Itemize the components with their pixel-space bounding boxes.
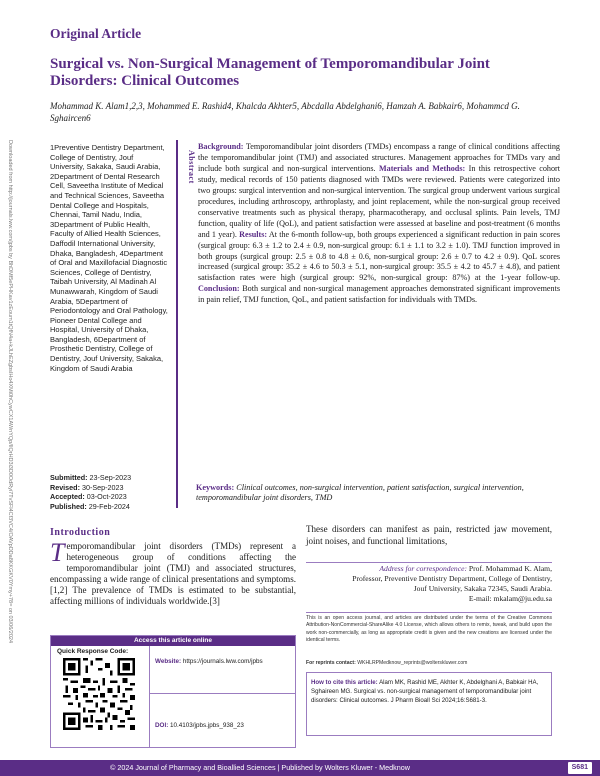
license-text: This is an open access journal, and articles are distributed under the terms of the Creative Commons Attribution-NonCommercial-ShareAlike 4.0 License, which allows others to remix, tweak, and build upon the work non-commercially, as long as appropriate credit is given and the new creations are licensed under the identical terms. (306, 615, 552, 643)
article-type: Original Article (50, 26, 142, 41)
citation-heading: How to cite this article: (311, 679, 378, 686)
qr-label: Quick Response Code: (57, 648, 129, 655)
background-text: Temporomandibular joint disorders (TMDs) encompass a range of clinical conditions affecting the temporomandibular joint (TMJ) and associated structures. Management approaches for TMDs vary and include both surgical and non-surgical interventions. (198, 142, 560, 173)
article-title: Surgical vs. Non-Surgical Management of Temporomandibular Joint Disorders: Clinical Outcomes (50, 56, 490, 89)
introduction-heading: Introduction (50, 527, 111, 538)
keywords-text: Clinical outcomes, non-surgical intervention, patient satisfaction, surgical intervention, temporomandibular joint disorders, TMD (196, 483, 524, 502)
access-divider (149, 646, 150, 748)
license-rule (306, 612, 552, 613)
access-heading: Access this article online (51, 636, 295, 646)
abstract-side-label: Abstract (187, 150, 196, 184)
keywords (196, 483, 558, 503)
correspondence-line2: Jouf University, Sakaka 72345, Saudi Arabia. (413, 584, 552, 593)
citation-text: Alam MK, Rashid ME, Akhter K, Abdelghani A, Babkair HA, Sghaireen MG. Surgical vs. non-surgical management of temporomandibular joint disorders: Clinical outcomes. J Pharm Bioall Sci 2024;16:S681-3. (311, 679, 539, 705)
methods-heading: Materials and Methods: (378, 163, 466, 173)
reprints-email[interactable]: WKHLRPMedknow_reprints@wolterskluwer.com (357, 660, 468, 666)
keywords-heading: Keywords: (196, 483, 235, 492)
doi-row: DOI: 10.4103/jpbs.jpbs_938_23 (155, 722, 244, 729)
website-link[interactable]: https://journals.lww.com/jpbs (182, 658, 263, 665)
page-number: S681 (568, 762, 592, 774)
abstract-section (176, 140, 561, 508)
date-submitted: Submitted: 23-Sep-2023 (50, 473, 132, 482)
access-online-box (50, 635, 296, 748)
article-dates (50, 473, 168, 511)
correspondence-line1: Professor, Preventive Dentistry Department, College of Dentistry, (352, 574, 552, 583)
correspondence-heading: Address for correspondence: (379, 564, 467, 573)
correspondence-rule (306, 562, 552, 563)
affiliations: 1Preventive Dentistry Department, College of Dentistry, Jouf University, Sakaka, Saudi Arabia, 2Department of Dental Research Cell, Saveetha Institute of Medical and Technical Sciences, Saveetha Dental College and Hospitals, Chennai, Tamil Nadu, India, 3Department of Public Health, Faculty of Allied Health Sciences, Daffodil International University, Dhaka, Bangladesh, 4Department of Oral and Maxillofacial Diagnostic Sciences, College of Dentistry, Taibah University, Al Madinah Al Munawwarah, Kingdom of Saudi Arabia, 5Department of Periodontology and Oral Pathology, Pioneer Dental College and Hospital, University of Dhaka, Bangladesh, 6Department of Prosthetic Dentistry, College of Dentistry, Jouf University, Sakaka, Kingdom of Saudi Arabia (50, 143, 168, 373)
methods-text: In this retrospective cohort study, medical records of 150 patients diagnosed with TMDs were reviewed. Patients were categorized into two groups: surgical intervention and non-surgical intervention. The surgical group underwent various surgical procedures, including arthroscopy, arthroplasty, and joint replacement, while the non-surgical group received conservative treatments such as physical therapy, pharmacotherapy, and occlusal splints. Pain levels, TMJ function, quality of life (QoL), and patient satisfaction were assessed at baseline and post-treatment (6 months and 1 year). (198, 163, 561, 239)
abstract-text (198, 142, 560, 306)
website-row: Website: https://journals.lww.com/jpbs (155, 658, 263, 665)
correspondence-name: Prof. Mohammad K. Alam, (468, 564, 552, 573)
conclusion-heading: Conclusion: (198, 284, 240, 294)
introduction-left-text: Temporomandibular joint disorders (TMDs) represent a heterogeneous group of conditions affecting the temporomandibular joint (TMJ) and associated structures, encompassing a wide range of clinical presentations and symptoms.[1,2] The prevalence of TMDs is estimated to be substantial, affecting millions of individuals worldwide.[3] (50, 538, 296, 607)
correspondence-email[interactable]: E-mail: mkalam@ju.edu.sa (468, 594, 552, 603)
date-published: Published: 29-Feb-2024 (50, 501, 130, 511)
watermark-text: Downloaded from http://journals.lww.com/jpbs by BhDMf5ePHKav1zEoum1tQfN4a+kJLhEZgbsIHo4XMi0hCywCX1AWnYQp/IlQrHD3i3D0OdRyi7TvSFl4Cf3VC4/OAVpDDa8KKGKV0Ymy+78= on 03/06/2024 (7, 140, 13, 644)
citation-box (306, 672, 552, 736)
results-heading: Results: (239, 229, 268, 239)
background-heading: Background: (198, 142, 244, 151)
results-text: At the 6-month follow-up, both groups experienced a significant reduction in pain scores (surgical group: 6.3 ± 1.2 to 2.4 ± 0.9, non-surgical group: 6.1 ± 1.1 to 3.2 ± 1.0). TMJ function improved in both groups (surgical group: 2.5 ± 0.8 to 4.8 ± 0.6, non-surgical group: 2.6 ± 0.7 to 4.2 ± 0.9). QoL scores increased (surgical group: 35.2 ± 4.6 to 50.3 ± 5.1, non-surgical group: 35.5 ± 4.2 to 45.7 ± 4.8), and patient satisfaction rates were high (surgical group: 92%, non-surgical group: 87%) at the 1-year follow-up. (198, 229, 560, 283)
doi-link[interactable]: 10.4103/jpbs.jpbs_938_23 (170, 722, 244, 729)
download-watermark (2, 140, 16, 644)
reprints-contact: For reprints contact: WKHLRPMedknow_reprints@wolterskluwer.com (306, 660, 468, 666)
footer-copyright: © 2024 Journal of Pharmacy and Bioallied Sciences | Published by Wolters Kluwer - Medknow (110, 763, 410, 772)
author-list: Mohammad K. Alam1,2,3, Mohammed E. Rashid4, Khalcda Akhter5, Abcdalla Abdelghani6, Hamzah A. Babkair6, Mohammcd G. Sghaircen6 (50, 101, 520, 123)
qr-code-icon[interactable] (63, 658, 135, 730)
access-row-divider (150, 693, 296, 694)
conclusion-text: Both surgical and non-surgical management approaches demonstrated significant improvements in pain relief, TMJ function, QoL, and patient satisfaction for individuals with TMDs. (198, 284, 560, 305)
correspondence-address (340, 564, 552, 604)
date-revised: Revised: 30-Sep-2023 (50, 482, 124, 492)
page-footer (0, 760, 600, 776)
date-accepted: Accepted: 03-Oct-2023 (50, 492, 127, 502)
drop-cap: T (50, 538, 65, 567)
introduction-right-text: These disorders can manifest as pain, restricted jaw movement, joint noises, and functional limitations, (306, 524, 552, 546)
